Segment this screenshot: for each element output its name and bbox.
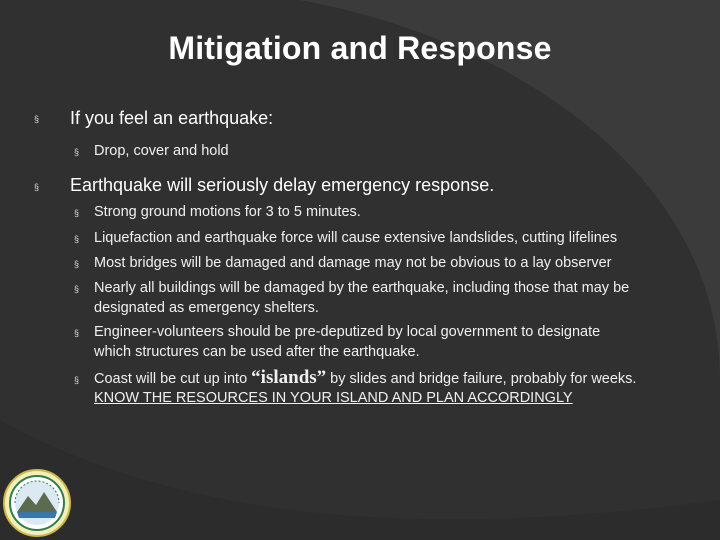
bullet-marker: § [74,147,80,157]
sub-know-resources: KNOW THE RESOURCES IN YOUR ISLAND AND PLAN ACCORDINGLY [94,390,573,406]
seal-logo-icon [2,468,72,538]
coast-text-a: Coast will be cut up into [94,371,252,387]
slide-title: Mitigation and Response [168,30,552,66]
bullet-marker: § [74,328,80,338]
bullet-delay-response: Earthquake will seriously delay emergency response. [70,175,495,195]
bullet-marker: § [74,375,80,385]
sub-ground-motions: Strong ground motions for 3 to 5 minutes. [94,204,361,220]
bullet-if-you-feel: If you feel an earthquake: [70,108,274,128]
sub-drop-cover: Drop, cover and hold [94,143,229,159]
bullet-marker: § [34,182,40,192]
sub-engineers-line1: Engineer-volunteers should be pre-deputized by local government to designate [94,324,601,340]
bullet-marker: § [74,208,80,218]
bullet-marker: § [74,259,80,269]
bullet-marker: § [74,284,80,294]
sub-buildings-line1: Nearly all buildings will be damaged by the earthquake, including those that may be [94,280,630,296]
sub-bridges: Most bridges will be damaged and damage may not be obvious to a lay observer [94,255,612,271]
sub-buildings-line2: designated as emergency shelters. [94,300,319,316]
coast-text-b: by slides and bridge failure, probably for weeks. [326,371,637,387]
sub-engineers-line2: which structures can be used after the earthquake. [94,344,420,360]
sub-coast-line1 [94,368,636,389]
sub-liquefaction: Liquefaction and earthquake force will cause extensive landslides, cutting lifelines [94,230,618,246]
bullet-marker: § [74,234,80,244]
islands-emphasis: “islands” [251,367,327,388]
bullet-marker: § [34,114,40,124]
